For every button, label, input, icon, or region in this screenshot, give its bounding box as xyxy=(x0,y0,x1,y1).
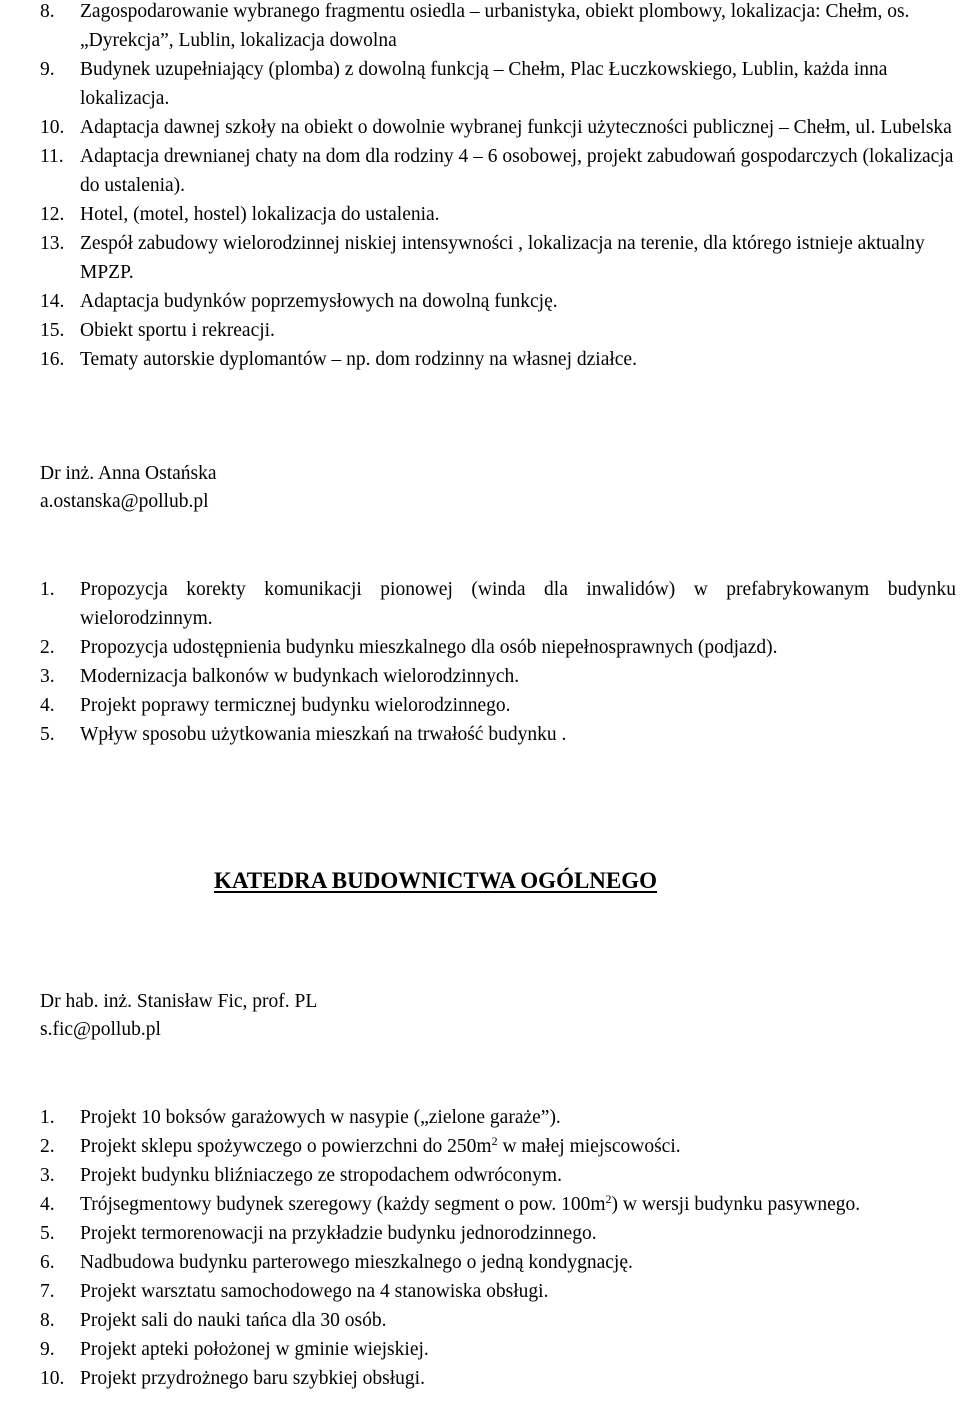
topic-list-mid-section xyxy=(0,575,960,749)
item-text xyxy=(80,1190,956,1219)
list-item xyxy=(0,0,960,55)
item-text: Budynek uzupełniający (plomba) z dowolną funkcją – Chełm, Plac Łuczkowskiego, Lublin, każda inna lokalizacja. xyxy=(80,59,888,109)
item-number: 5. xyxy=(40,1223,55,1244)
item-text: Zespół zabudowy wielorodzinnej niskiej intensywności , lokalizacja na terenie, dla którego istnieje aktualny MPZP. xyxy=(80,233,925,283)
item-number: 15. xyxy=(40,320,65,341)
supervisor-email: a.ostanska@pollub.pl xyxy=(40,491,209,512)
item-text: Propozycja korekty komunikacji pionowej (winda dla inwalidów) w prefabrykowanym budynku wielorodzinnym. xyxy=(80,579,956,629)
item-number: 6. xyxy=(40,1252,55,1273)
list-item xyxy=(0,229,960,287)
department-heading: KATEDRA BUDOWNICTWA OGÓLNEGO xyxy=(214,868,658,893)
list-item xyxy=(0,1277,960,1306)
item-text: Tematy autorskie dyplomantów – np. dom rodzinny na własnej działce. xyxy=(80,349,637,370)
item-number: 10. xyxy=(40,117,65,138)
item-number: 8. xyxy=(40,1310,55,1331)
list-item xyxy=(0,55,960,113)
item-number: 3. xyxy=(40,666,55,687)
item-number: 8. xyxy=(40,1,55,22)
item-number: 4. xyxy=(40,1194,55,1215)
item-text: Adaptacja drewnianej chaty na dom dla rodziny 4 – 6 osobowej, projekt zabudowań gospodarczych (lokalizacja do ustalenia). xyxy=(80,146,954,196)
supervisor-email: s.fic@pollub.pl xyxy=(40,1019,161,1040)
list-item xyxy=(0,1161,960,1190)
item-number: 3. xyxy=(40,1165,55,1186)
item-text: Projekt budynku bliźniaczego ze stropodachem odwróconym. xyxy=(80,1165,562,1186)
list-item xyxy=(0,287,960,316)
item-number: 1. xyxy=(40,579,55,600)
item-number: 5. xyxy=(40,724,55,745)
item-text: Propozycja udostępnienia budynku mieszkalnego dla osób niepełnosprawnych (podjazd). xyxy=(80,637,778,658)
list-item xyxy=(0,1335,960,1364)
item-number: 16. xyxy=(40,349,65,370)
list-item xyxy=(0,720,960,749)
list-item xyxy=(0,142,960,200)
item-number: 4. xyxy=(40,695,55,716)
item-text-part: w małej miejscowości. xyxy=(497,1136,681,1157)
topic-list-bottom-section xyxy=(0,1103,960,1393)
item-text: Obiekt sportu i rekreacji. xyxy=(80,320,275,341)
list-item xyxy=(0,1190,960,1219)
item-text: Adaptacja dawnej szkoły na obiekt o dowolnie wybranej funkcji użyteczności publicznej – Chełm, ul. Lubelska xyxy=(80,117,952,138)
item-number: 13. xyxy=(40,233,65,254)
item-text: Nadbudowa budynku parterowego mieszkalnego o jedną kondygnację. xyxy=(80,1252,633,1273)
list-item xyxy=(0,1364,960,1393)
superscript: 2 xyxy=(491,1134,498,1148)
list-item xyxy=(0,316,960,345)
item-number: 12. xyxy=(40,204,65,225)
item-text: Projekt poprawy termicznej budynku wielorodzinnego. xyxy=(80,695,511,716)
list-item xyxy=(0,1219,960,1248)
item-number: 9. xyxy=(40,59,55,80)
item-text-part: Trójsegmentowy budynek szeregowy (każdy segment o pow. 100m xyxy=(80,1194,606,1215)
topic-list-bottom xyxy=(0,1103,960,1393)
list-item xyxy=(0,1306,960,1335)
item-text: Hotel, (motel, hostel) lokalizacja do ustalenia. xyxy=(80,204,440,225)
item-number: 1. xyxy=(40,1107,55,1128)
item-text: Projekt 10 boksów garażowych w nasypie („zielone garaże”). xyxy=(80,1107,561,1128)
list-item xyxy=(0,1103,960,1132)
list-item xyxy=(0,200,960,229)
supervisor-contact-2 xyxy=(40,988,317,1044)
supervisor-contact-1 xyxy=(40,460,217,516)
item-text: Projekt sali do nauki tańca dla 30 osób. xyxy=(80,1310,387,1331)
item-number: 2. xyxy=(40,637,55,658)
item-number: 7. xyxy=(40,1281,55,1302)
item-text: Zagospodarowanie wybranego fragmentu osiedla – urbanistyka, obiekt plombowy, lokalizacja: Chełm, os. „Dyrekcja”, Lublin, lokalizacja dowolna xyxy=(80,1,910,51)
supervisor-name: Dr inż. Anna Ostańska xyxy=(40,463,217,484)
item-text-part: ) w wersji budynku pasywnego. xyxy=(611,1194,861,1215)
item-text: Projekt warsztatu samochodowego na 4 stanowiska obsługi. xyxy=(80,1281,549,1302)
item-text: Projekt przydrożnego baru szybkiej obsługi. xyxy=(80,1368,425,1389)
list-item xyxy=(0,1132,960,1161)
item-number: 10. xyxy=(40,1368,65,1389)
list-item xyxy=(0,633,960,662)
list-item xyxy=(0,1248,960,1277)
topic-list-top-section xyxy=(0,0,960,374)
item-text: Adaptacja budynków poprzemysłowych na dowolną funkcję. xyxy=(80,291,558,312)
list-item xyxy=(0,691,960,720)
topic-list-mid xyxy=(0,575,960,749)
item-text: Projekt apteki położonej w gminie wiejskiej. xyxy=(80,1339,429,1360)
item-number: 2. xyxy=(40,1136,55,1157)
list-item xyxy=(0,113,960,142)
item-text: Modernizacja balkonów w budynkach wielorodzinnych. xyxy=(80,666,520,687)
item-text xyxy=(80,1132,956,1161)
superscript: 2 xyxy=(605,1192,612,1206)
list-item xyxy=(0,345,960,374)
item-text: Projekt termorenowacji na przykładzie budynku jednorodzinnego. xyxy=(80,1223,597,1244)
list-item xyxy=(0,575,960,633)
item-number: 9. xyxy=(40,1339,55,1360)
item-text-part: Projekt sklepu spożywczego o powierzchni do 250m xyxy=(80,1136,492,1157)
list-item xyxy=(0,662,960,691)
item-number: 14. xyxy=(40,291,65,312)
item-text: Wpływ sposobu użytkowania mieszkań na trwałość budynku . xyxy=(80,724,567,745)
item-number: 11. xyxy=(40,146,64,167)
supervisor-name: Dr hab. inż. Stanisław Fic, prof. PL xyxy=(40,991,318,1012)
topic-list-top xyxy=(0,0,960,374)
